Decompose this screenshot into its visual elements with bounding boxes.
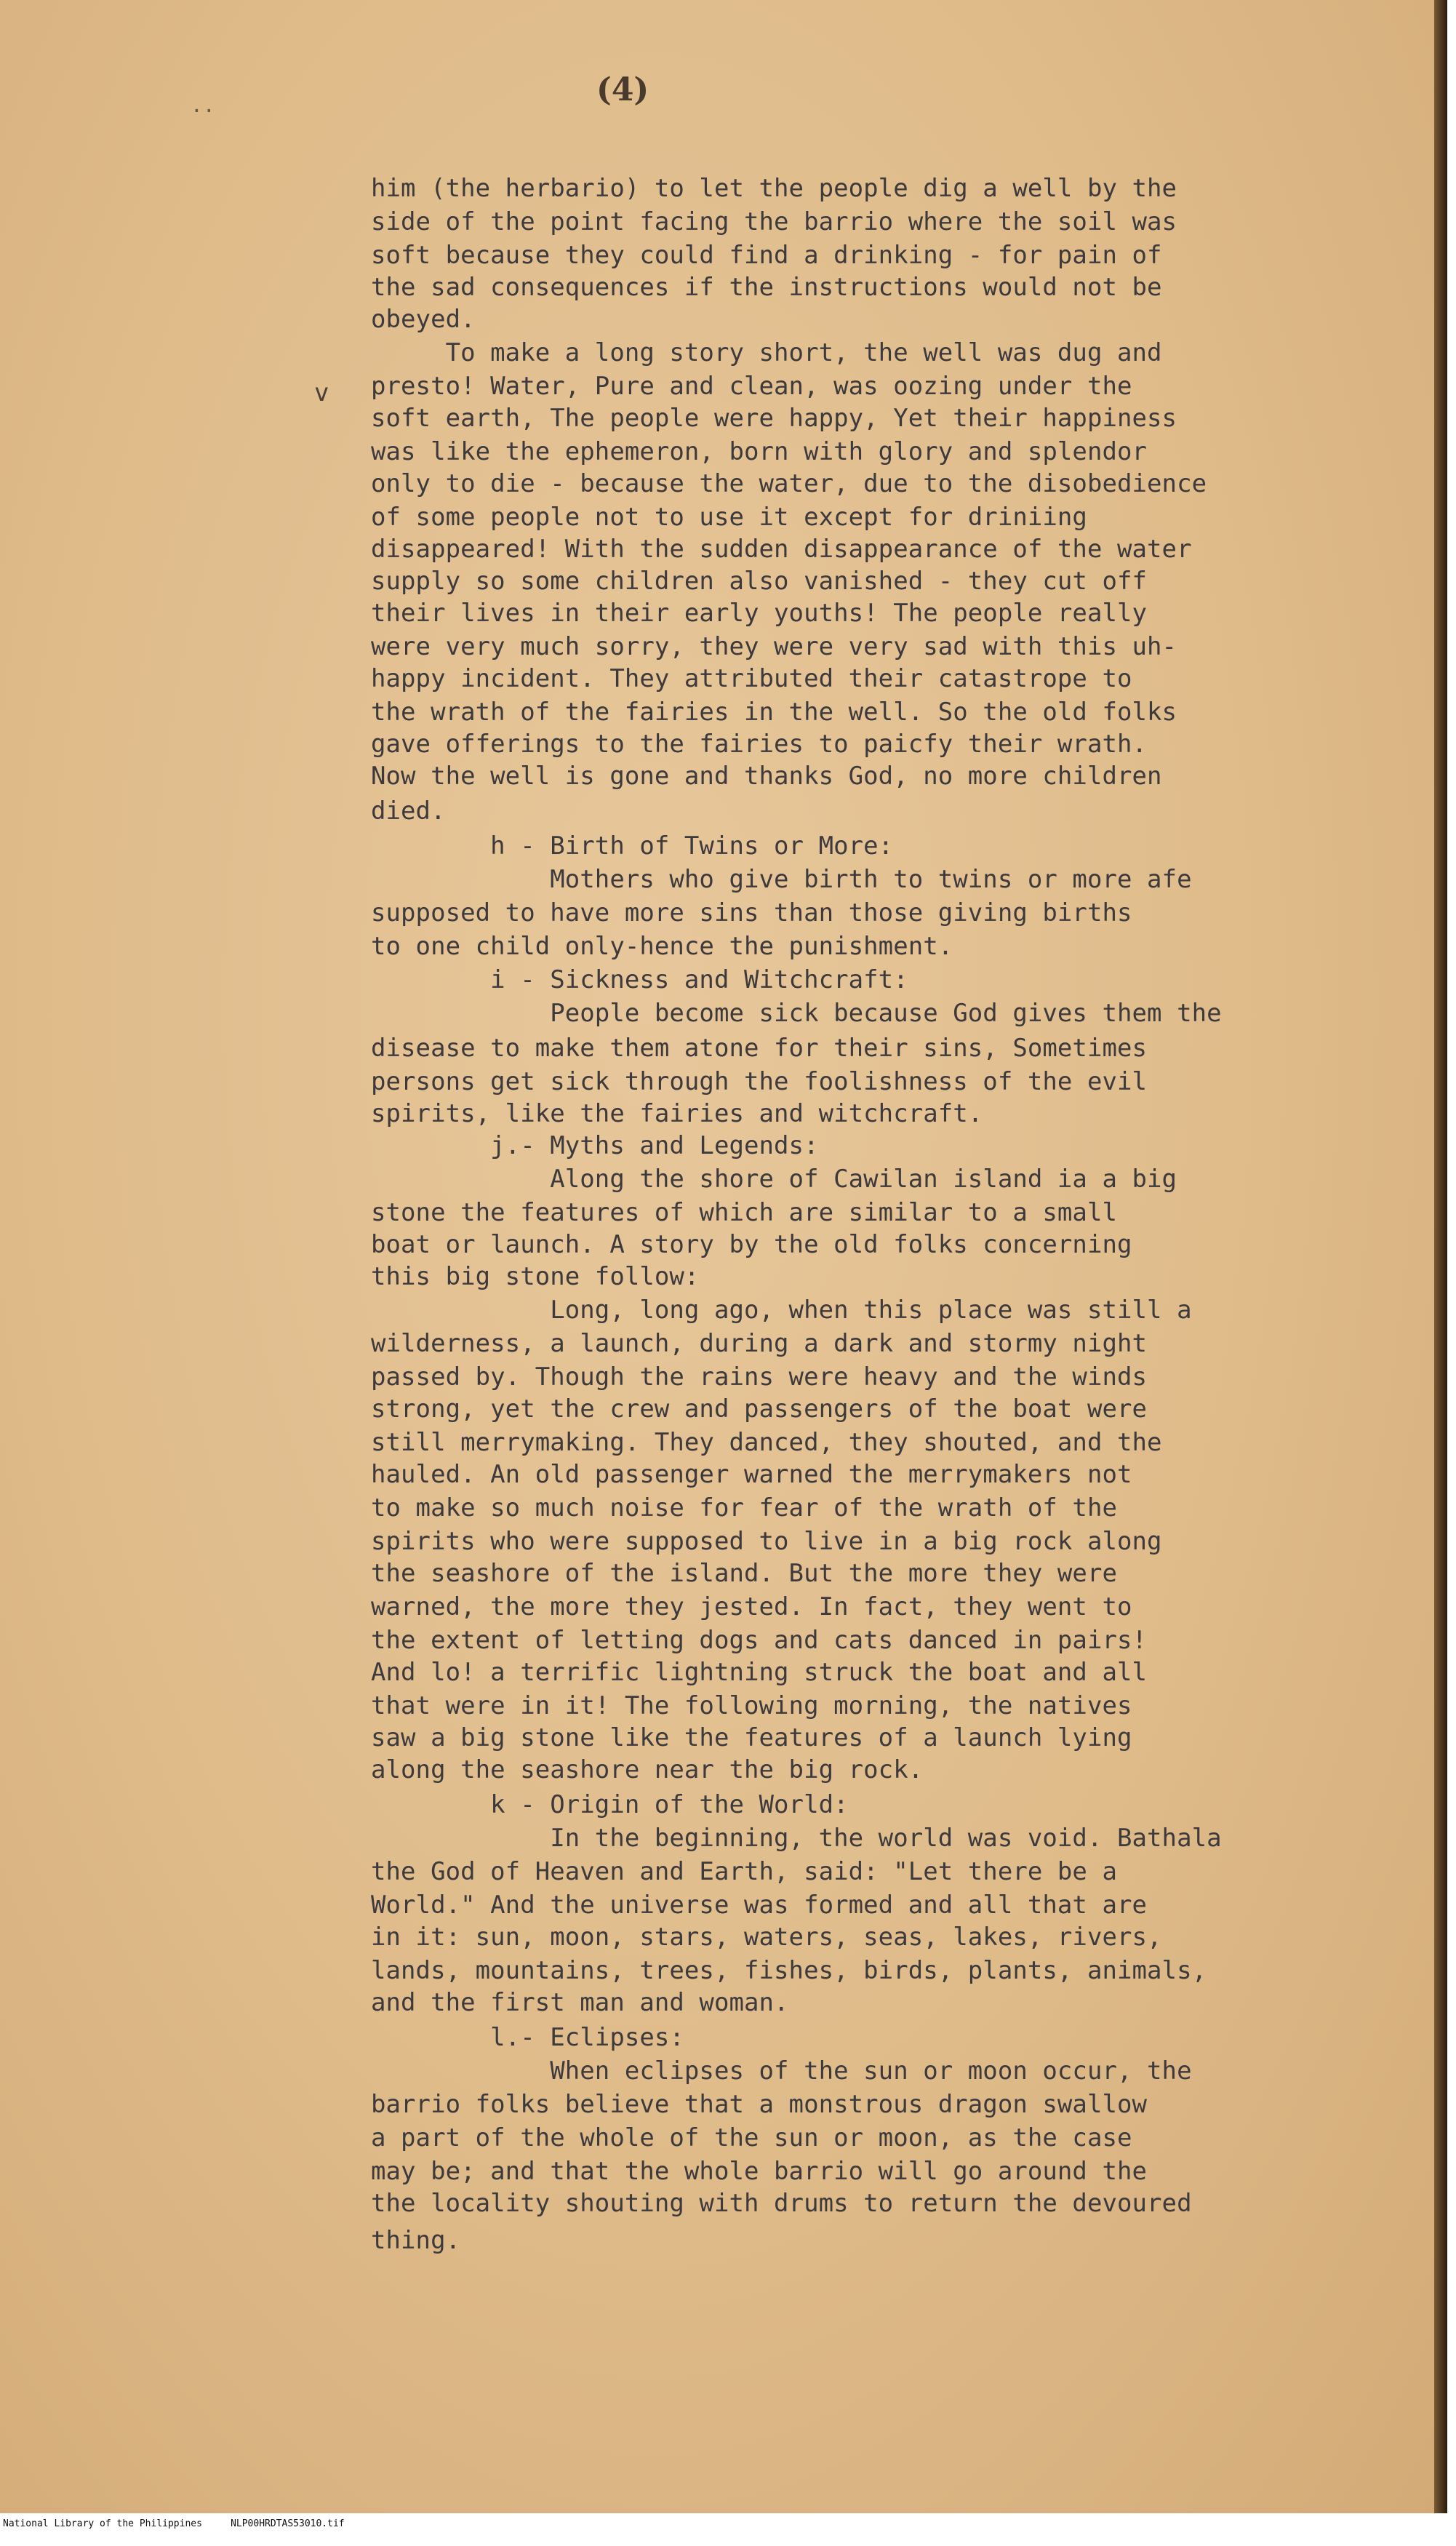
text-line: boat or launch. A story by the old folks concerning <box>371 1230 1132 1259</box>
text-line: died. <box>371 797 446 826</box>
text-line: the sad consequences if the instructions would not be <box>371 273 1162 302</box>
stray-mark: .. <box>191 93 215 117</box>
text-line: World." And the universe was formed and all that are <box>371 1891 1148 1920</box>
text-line: the locality shouting with drums to return the devoured <box>371 2189 1192 2218</box>
text-line: of some people not to use it except for driniing <box>371 503 1087 532</box>
text-line: disappeared! With the sudden disappearance of the water <box>371 535 1192 564</box>
footer-library: National Library of the Philippines <box>3 2518 202 2529</box>
text-line: warned, the more they jested. In fact, they went to <box>371 1592 1132 1621</box>
text-line: that were in it! The following morning, the natives <box>371 1691 1132 1720</box>
text-line: the seashore of the island. But the more they were <box>371 1559 1117 1588</box>
text-line: supply so some children also vanished - they cut off <box>371 567 1148 596</box>
text-line: side of the point facing the barrio where the soil was <box>371 207 1177 236</box>
text-line: supposed to have more sins than those giving births <box>371 898 1132 927</box>
text-line: to one child only-hence the punishment. <box>371 932 953 961</box>
text-line: the God of Heaven and Earth, said: "Let there be a <box>371 1857 1117 1886</box>
text-line: may be; and that the whole barrio will go around the <box>371 2157 1148 2186</box>
text-line: happy incident. They attributed their catastrope to <box>371 664 1132 693</box>
page-number: (4) <box>596 71 649 108</box>
text-line: the extent of letting dogs and cats danced in pairs! <box>371 1626 1148 1655</box>
text-line: When eclipses of the sun or moon occur, the <box>371 2056 1192 2086</box>
text-line: presto! Water, Pure and clean, was oozing under the <box>371 372 1132 401</box>
text-line: passed by. Though the rains were heavy and the winds <box>371 1362 1148 1392</box>
text-line: only to die - because the water, due to the disobedience <box>371 469 1207 498</box>
text-line: l.- Eclipses: <box>371 2023 684 2052</box>
text-line: Long, long ago, when this place was still a <box>371 1296 1192 1325</box>
text-line: People become sick because God gives them the <box>371 999 1222 1028</box>
text-line: barrio folks believe that a monstrous dragon swallow <box>371 2090 1148 2119</box>
text-line: spirits, like the fairies and witchcraft. <box>371 1099 983 1128</box>
text-line: to make so much noise for fear of the wrath of the <box>371 1493 1117 1523</box>
text-line: In the beginning, the world was void. Bathala <box>371 1824 1222 1853</box>
text-line: disease to make them atone for their sins, Sometimes <box>371 1034 1148 1063</box>
text-line: saw a big stone like the features of a launch lying <box>371 1723 1132 1752</box>
text-line: gave offerings to the fairies to paicfy their wrath. <box>371 730 1148 759</box>
text-line: soft earth, The people were happy, Yet their happiness <box>371 404 1177 433</box>
text-line: and the first man and woman. <box>371 1988 789 2017</box>
text-line: along the seashore near the big rock. <box>371 1755 924 1784</box>
text-line: h - Birth of Twins or More: <box>371 831 894 861</box>
text-line: soft because they could find a drinking - for pain of <box>371 241 1162 270</box>
text-line: spirits who were supposed to live in a big rock along <box>371 1527 1162 1556</box>
text-line: still merrymaking. They danced, they shouted, and the <box>371 1428 1162 1457</box>
text-line: To make a long story short, the well was dug and <box>371 338 1162 367</box>
text-line: thing. <box>371 2226 461 2255</box>
text-line: Mothers who give birth to twins or more afe <box>371 865 1192 894</box>
scan-footer <box>0 2514 1456 2546</box>
text-line: stone the features of which are similar to a small <box>371 1198 1117 1227</box>
footer-text <box>3 2518 345 2529</box>
text-line: their lives in their early youths! The people really <box>371 599 1148 628</box>
text-line: Along the shore of Cawilan island ia a big <box>371 1165 1177 1194</box>
text-line: i - Sickness and Witchcraft: <box>371 965 908 994</box>
text-line: strong, yet the crew and passengers of the boat were <box>371 1394 1148 1424</box>
text-line: Now the well is gone and thanks God, no more children <box>371 762 1162 791</box>
text-line: j.- Myths and Legends: <box>371 1131 819 1160</box>
text-line: persons get sick through the foolishness of the evil <box>371 1067 1148 1096</box>
footer-file: NLP00HRDTAS53010.tif <box>231 2518 345 2529</box>
text-line: And lo! a terrific lightning struck the boat and all <box>371 1658 1148 1687</box>
text-line: lands, mountains, trees, fishes, birds, plants, animals, <box>371 1956 1207 1985</box>
text-line: the wrath of the fairies in the well. So the old folks <box>371 698 1177 727</box>
text-line: wilderness, a launch, during a dark and stormy night <box>371 1329 1148 1358</box>
text-line: obeyed. <box>371 305 476 334</box>
text-line: was like the ephemeron, born with glory and splendor <box>371 437 1148 466</box>
text-line: a part of the whole of the sun or moon, as the case <box>371 2123 1132 2152</box>
margin-mark: v <box>314 378 329 407</box>
text-line: hauled. An old passenger warned the merrymakers not <box>371 1460 1132 1489</box>
text-line: this big stone follow: <box>371 1262 700 1291</box>
text-line: were very much sorry, they were very sad with this uh- <box>371 632 1177 661</box>
text-line: in it: sun, moon, stars, waters, seas, lakes, rivers, <box>371 1923 1162 1952</box>
page-edge-shadow <box>1434 0 1447 2513</box>
text-line: him (the herbario) to let the people dig a well by the <box>371 174 1177 203</box>
text-line: k - Origin of the World: <box>371 1790 849 1819</box>
